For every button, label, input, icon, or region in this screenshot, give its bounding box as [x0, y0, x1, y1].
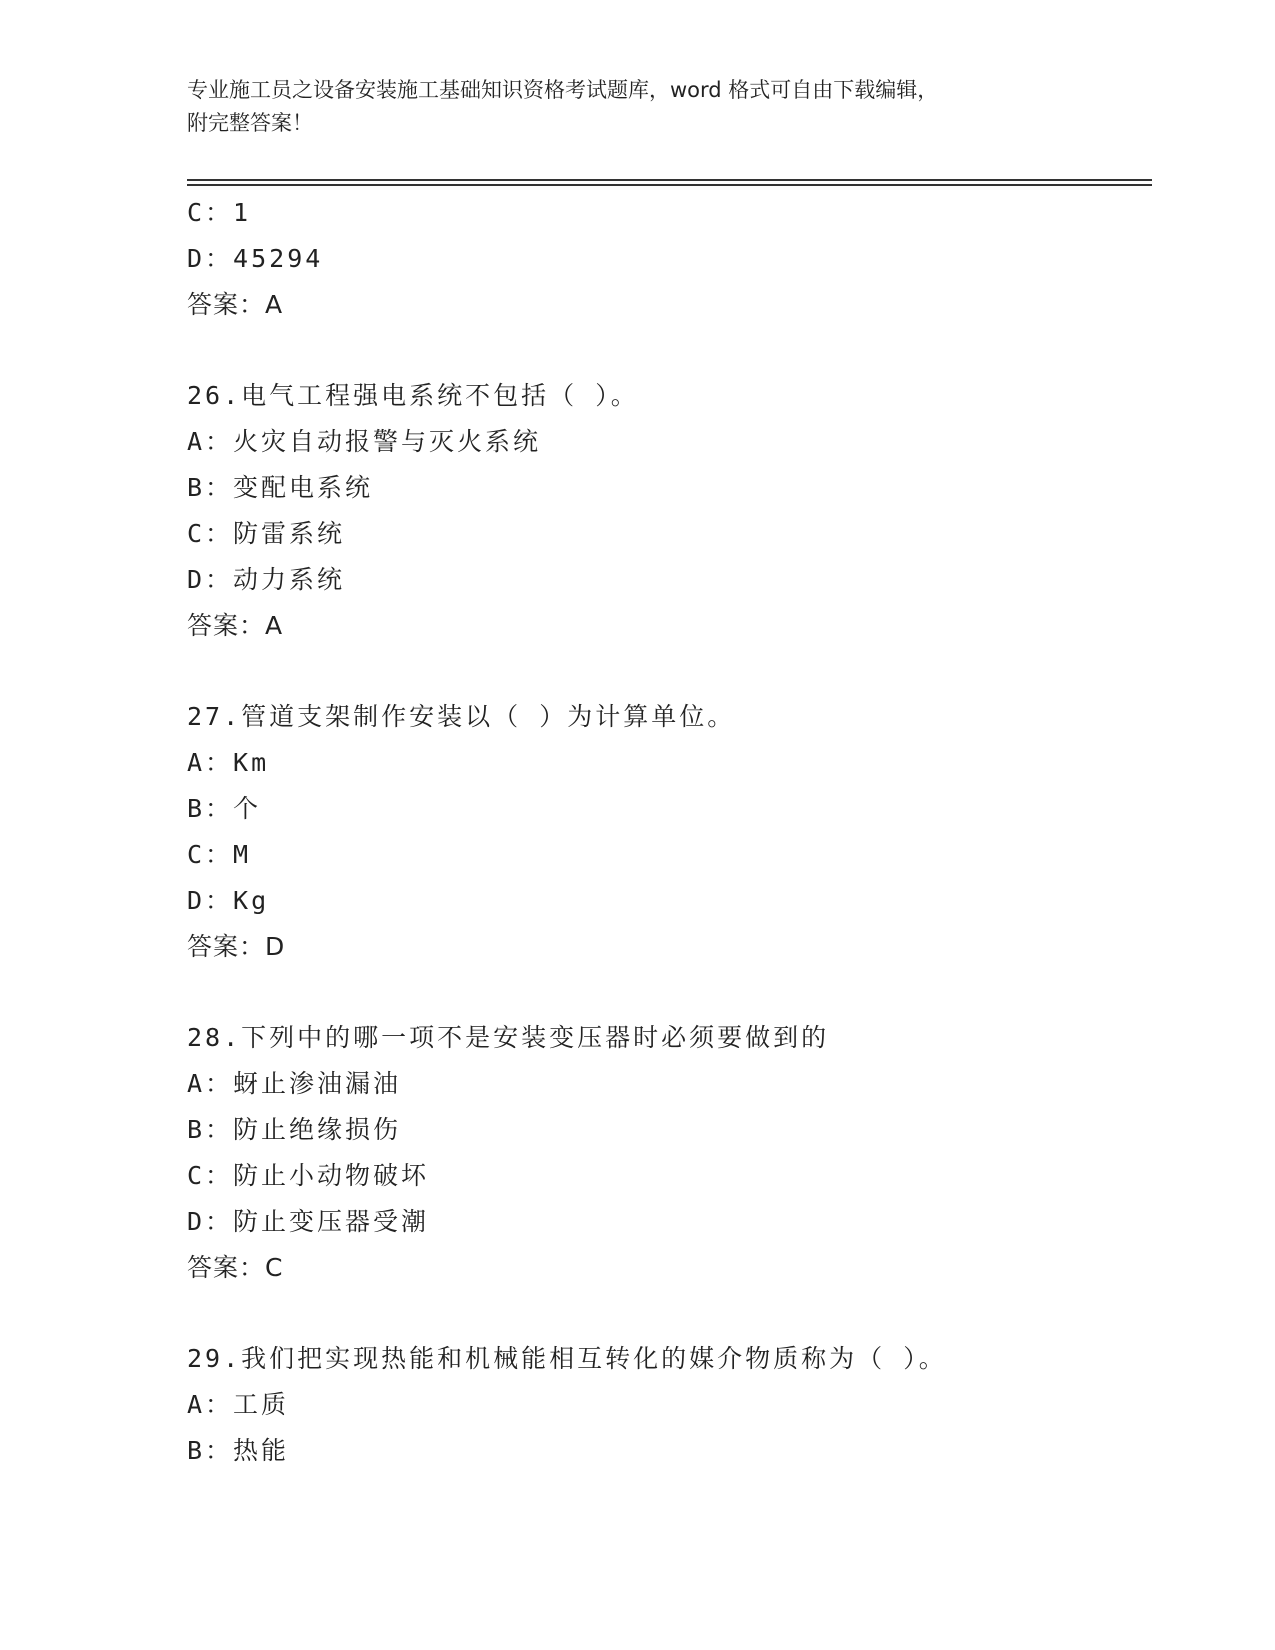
option-a: A：蚜止渗油漏油: [187, 1069, 402, 1098]
header-line-2: 附完整答案！: [187, 111, 313, 135]
question-27: [187, 694, 1147, 970]
header-divider-bottom: [187, 184, 1152, 186]
question-25-continued: [187, 190, 1147, 328]
spacer: [187, 328, 1147, 373]
option-c: C：1: [187, 198, 252, 227]
answer-line: 答案：A: [187, 290, 284, 319]
option-d: D：防止变压器受潮: [187, 1207, 430, 1236]
question-29: [187, 1336, 1147, 1474]
header-line-1: 专业施工员之设备安装施工基础知识资格考试题库，word 格式可自由下载编辑，: [187, 78, 939, 102]
option-a: A：工质: [187, 1390, 290, 1419]
option-b: B：热能: [187, 1436, 290, 1465]
question-stem: 28.下列中的哪一项不是安装变压器时必须要做到的: [187, 1023, 830, 1052]
option-b: B：个: [187, 794, 262, 823]
option-b: B：变配电系统: [187, 473, 374, 502]
option-c: C：防止小动物破坏: [187, 1161, 430, 1190]
option-a: A：Km: [187, 748, 270, 777]
question-26: [187, 373, 1147, 649]
answer-line: 答案：C: [187, 1253, 284, 1282]
option-d: D：45294: [187, 244, 324, 273]
header-divider-top: [187, 179, 1152, 181]
answer-line: 答案：D: [187, 932, 286, 961]
spacer: [187, 1291, 1147, 1336]
question-stem: 26.电气工程强电系统不包括（ ）。: [187, 381, 639, 410]
question-list: [187, 190, 1147, 1474]
question-28: [187, 1015, 1147, 1291]
spacer: [187, 649, 1147, 694]
question-stem: 27.管道支架制作安装以（ ）为计算单位。: [187, 702, 736, 731]
spacer: [187, 970, 1147, 1015]
option-a: A：火灾自动报警与灭火系统: [187, 427, 542, 456]
option-c: C：防雷系统: [187, 519, 346, 548]
option-b: B：防止绝缘损伤: [187, 1115, 402, 1144]
option-c: C：M: [187, 840, 252, 869]
answer-line: 答案：A: [187, 611, 284, 640]
document-header: [187, 74, 1067, 140]
option-d: D：动力系统: [187, 565, 346, 594]
question-stem: 29.我们把实现热能和机械能相互转化的媒介物质称为（ ）。: [187, 1344, 947, 1373]
option-d: D：Kg: [187, 886, 270, 915]
